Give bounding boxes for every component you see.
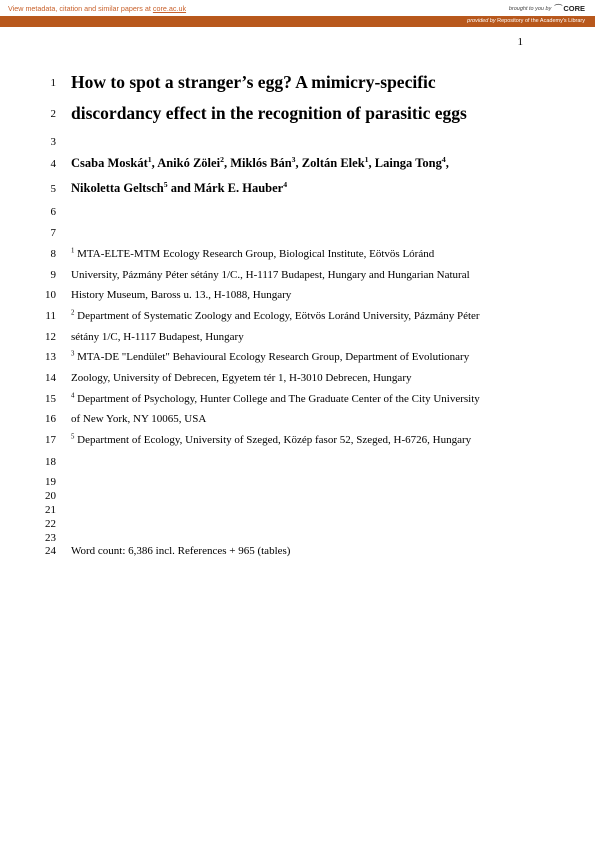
author-sep: , xyxy=(151,156,158,170)
affiliation-5-line-1 xyxy=(71,434,471,446)
author-name: Nikoletta Geltsch xyxy=(71,181,164,195)
line-number: 11 xyxy=(45,310,56,322)
line-number: 5 xyxy=(50,183,56,195)
line-number: 23 xyxy=(45,532,56,544)
line-number: 10 xyxy=(45,289,56,301)
author-name: Márk E. Hauber xyxy=(193,181,284,195)
core-branding xyxy=(509,3,585,14)
line-number: 17 xyxy=(45,434,56,446)
paper-title-line-2: discordancy effect in the recognition of parasitic eggs xyxy=(71,103,467,123)
affiliation-text: Department of Systematic Zoology and Ecology, Eötvös Loránd University, Pázmány Péter xyxy=(74,310,480,322)
affiliation-1-line-3: History Museum, Baross u. 13., H-1088, Hungary xyxy=(71,289,292,301)
author-name: Miklós Bán xyxy=(230,156,292,170)
author-sep: and xyxy=(167,181,194,195)
core-logo[interactable] xyxy=(554,3,585,14)
author-sep: , xyxy=(295,156,302,170)
line-number: 3 xyxy=(50,136,56,148)
core-metadata-prefix: View metadata, citation and similar papers at xyxy=(8,4,153,13)
core-logo-icon: ⌒ xyxy=(554,4,563,13)
affiliation-sup: 3 xyxy=(71,350,75,358)
author-affil-sup: 5 xyxy=(163,179,168,189)
line-number: 9 xyxy=(50,269,56,281)
author-affil-sup: 2 xyxy=(220,154,224,164)
paper-title-line-1: How to spot a stranger’s egg? A mimicry-specific xyxy=(71,72,436,92)
affiliation-sup: 2 xyxy=(71,309,75,317)
line-number: 21 xyxy=(45,504,56,516)
affiliation-3-line-2: Zoology, University of Debrecen, Egyetem tér 1, H-3010 Debrecen, Hungary xyxy=(71,372,412,384)
affiliation-text: MTA-DE "Lendület" Behavioural Ecology Research Group, Department of Evolutionary xyxy=(74,351,470,363)
affiliation-sup: 5 xyxy=(71,433,75,441)
author-name: Anikó Zölei xyxy=(157,156,221,170)
line-number: 18 xyxy=(45,456,56,468)
author-affil-sup: 3 xyxy=(291,154,296,164)
core-metadata-text xyxy=(8,4,186,13)
line-number: 22 xyxy=(45,518,56,530)
line-number: 24 xyxy=(45,545,56,557)
author-name: Zoltán Elek xyxy=(301,156,365,170)
affiliation-text: MTA-ELTE-MTM Ecology Research Group, Biological Institute, Eötvös Lóránd xyxy=(74,248,435,260)
affiliation-text: Department of Ecology, University of Szeged, Közép fasor 52, Szeged, H-6726, Hungary xyxy=(74,434,472,446)
line-number: 12 xyxy=(45,331,56,343)
author-name: Lainga Tong xyxy=(374,156,442,170)
line-number: 20 xyxy=(45,490,56,502)
line-number: 7 xyxy=(50,227,56,239)
author-affil-sup: 4 xyxy=(283,179,288,189)
affiliation-1-line-1 xyxy=(71,248,434,260)
line-number: 1 xyxy=(50,77,56,89)
core-link[interactable]: core.ac.uk xyxy=(152,4,187,13)
author-affil-sup: 1 xyxy=(147,154,152,164)
provided-prefix: provided by xyxy=(467,18,496,24)
line-number: 6 xyxy=(50,206,56,218)
affiliation-2-line-1 xyxy=(71,310,480,322)
affiliation-sup: 1 xyxy=(71,247,75,255)
authors-line-1 xyxy=(71,156,449,171)
author-name: Csaba Moskát xyxy=(71,156,148,170)
affiliation-1-line-2: University, Pázmány Péter sétány 1/C., H-1117 Budapest, Hungary and Hungarian Natural xyxy=(71,269,470,281)
core-banner xyxy=(0,0,595,16)
author-sep: , xyxy=(368,156,375,170)
line-number: 14 xyxy=(45,372,56,384)
affiliation-3-line-1 xyxy=(71,351,469,363)
affiliation-4-line-2: of New York, NY 10065, USA xyxy=(71,413,207,425)
affiliation-2-line-2: sétány 1/C, H-1117 Budapest, Hungary xyxy=(71,331,244,343)
author-sep: , xyxy=(445,156,449,170)
affiliation-text: Department of Psychology, Hunter College and The Graduate Center of the City University xyxy=(74,393,480,405)
line-number: 8 xyxy=(50,248,56,260)
author-sep: , xyxy=(223,156,231,170)
provided-by-text xyxy=(467,18,585,24)
authors-line-2 xyxy=(71,181,287,196)
line-number: 2 xyxy=(50,108,56,120)
author-affil-sup: 1 xyxy=(364,154,369,164)
line-number: 4 xyxy=(50,158,56,170)
author-affil-sup: 4 xyxy=(441,154,446,164)
affiliation-sup: 4 xyxy=(71,392,75,400)
line-number: 19 xyxy=(45,476,56,488)
line-number: 15 xyxy=(45,393,56,405)
core-logo-text: CORE xyxy=(563,4,585,13)
line-number: 13 xyxy=(45,351,56,363)
word-count: Word count: 6,386 incl. References + 965 (tables) xyxy=(71,545,291,557)
brought-by-text: brought to you by xyxy=(508,5,552,12)
affiliation-4-line-1 xyxy=(71,393,480,405)
line-number: 16 xyxy=(45,413,56,425)
page-number: 1 xyxy=(517,36,523,48)
provided-source[interactable]: Repository of the Academy's Library xyxy=(497,18,585,24)
core-provided-bar xyxy=(0,16,595,27)
